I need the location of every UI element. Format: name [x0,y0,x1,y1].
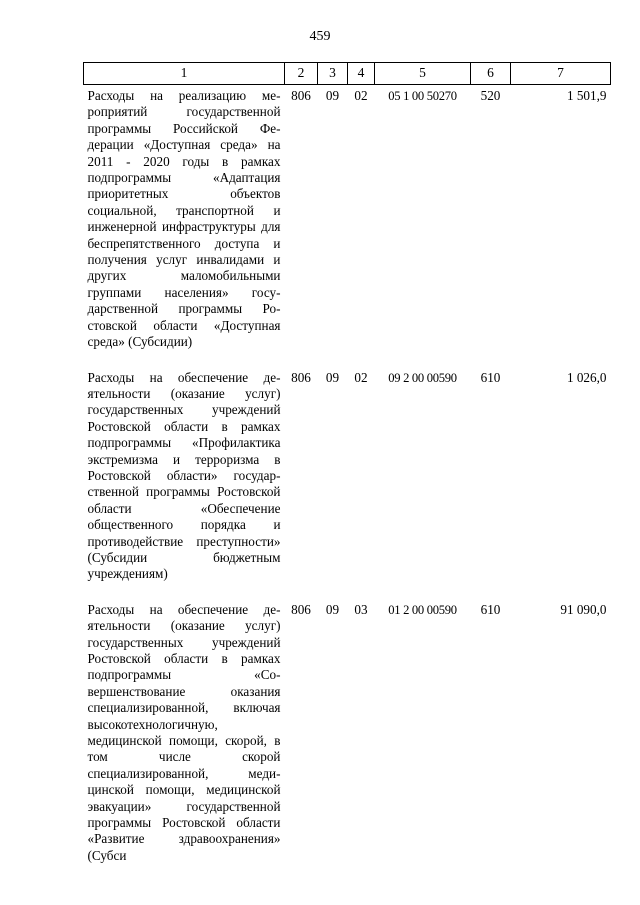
column-header-2: 2 [285,63,318,85]
table-row [84,599,611,865]
target-article-code: 01 2 00 00590 [388,602,457,617]
column-header-6: 6 [471,63,511,85]
expense-description: Расходы на обеспечение деятельности (оказание услуг) государственных учреждений Ростовской области в рамках подпрограммы «Совершенствование оказания специализированной, включая высокотехнологичную, медицинской помощи, скорой, в том числе скорой специализированной, медицинской помощи, медицинской эвакуации» государственной программы Ростовской области «Развитие здравоохранения» (Субси [87,601,281,863]
section-code: 09 [325,601,340,617]
expense-type-code: 520 [480,88,501,103]
page-number: 459 [309,29,331,44]
expense-description: Расходы на реализацию мероприятий государственной программы Российской Федерации «Доступная среда» на 2011 - 2020 годы в рамках подпрограммы «Адаптация приоритетных объектов социальной, транспортной и инженерной инфраструктуры для беспрепятственного доступа и получения услуг инвалидами и других маломобильными группами населения» государственной программы Ростовской области «Доступная среда» (Субсидии) [87,88,281,350]
ministry-code: 806 [291,369,311,385]
section-code: 09 [325,88,340,103]
expense-type-code: 610 [480,369,501,385]
budget-table [83,62,611,864]
amount: 1 026,0 [566,369,607,385]
table-row [84,85,611,367]
column-header-4: 4 [348,63,375,85]
subsection-code: 02 [354,88,368,103]
expense-description: Расходы на обеспечение деятельности (оказание услуг) государственных учреждений Ростовской области в рамках подпрограммы «Профилактика экстремизма и терроризма в Ростовской области» государственной программы Ростовской области «Обеспечение общественного порядка и противодействие преступности» (Субсидии бюджетным учреждениям) [87,369,281,582]
column-number-header-row [84,63,611,85]
subsection-code: 02 [354,369,368,385]
column-header-1: 1 [84,63,285,85]
column-header-3: 3 [318,63,348,85]
amount: 91 090,0 [560,601,607,617]
ministry-code: 806 [291,88,311,103]
subsection-code: 03 [354,601,368,617]
ministry-code: 806 [291,601,311,617]
section-code: 09 [325,369,340,385]
table-row [84,367,611,599]
target-article-code: 09 2 00 00590 [388,370,457,385]
expense-type-code: 610 [480,601,501,617]
column-header-7: 7 [511,63,611,85]
column-header-5: 5 [375,63,471,85]
amount: 1 501,9 [566,88,607,103]
target-article-code: 05 1 00 50270 [388,89,457,103]
